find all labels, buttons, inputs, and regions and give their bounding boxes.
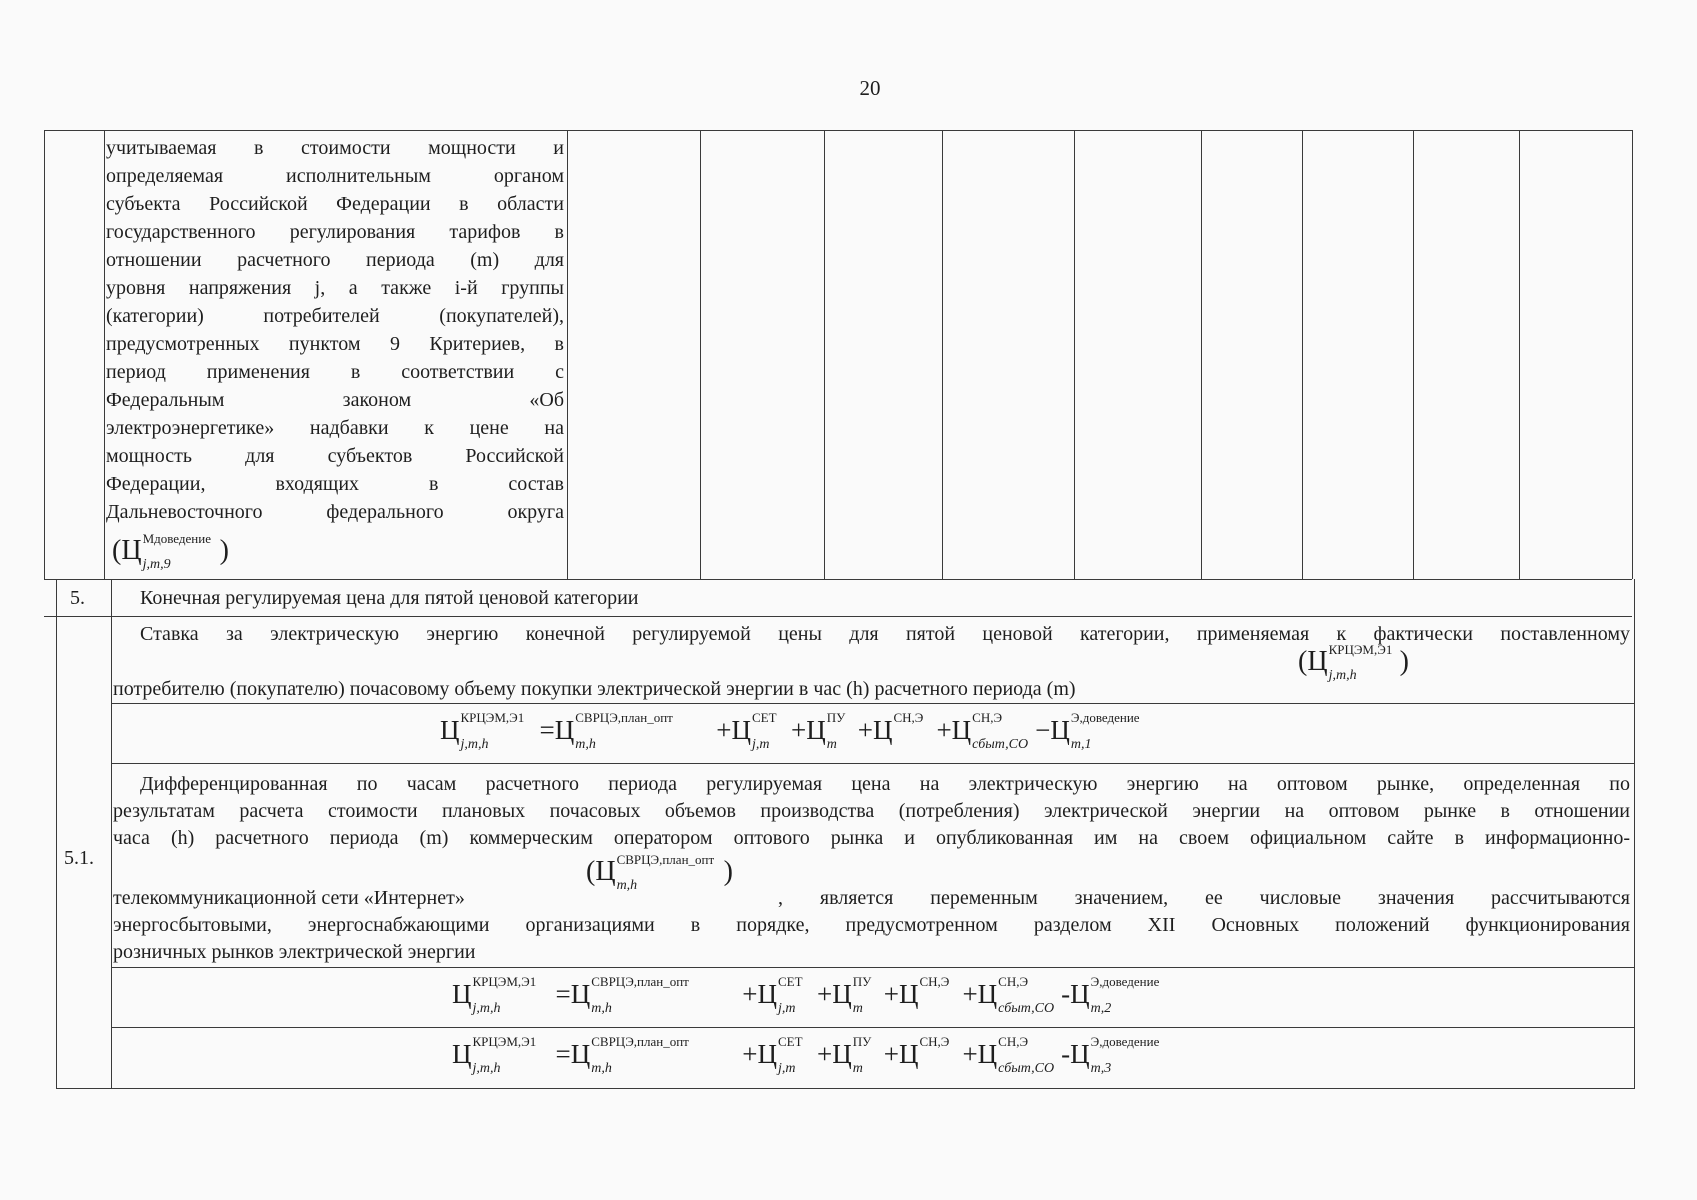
page-number: 20 bbox=[859, 76, 881, 100]
text-line: предусмотренных пунктом 9 Критериев, в bbox=[106, 333, 564, 355]
text-line: мощность для субъектов Российской bbox=[106, 445, 564, 467]
paragraph-line: Ставка за электрическую энергию конечной регулируемой цены для пятой ценовой категории, применяемая к фактически поставленному bbox=[140, 623, 1630, 645]
text-line: (категории) потребителей (покупателей), bbox=[106, 305, 564, 327]
paragraph-line: Дифференцированная по часам расчетного периода регулируемая цена на электрическую энергию на оптовом рынке, определенная по bbox=[140, 773, 1630, 795]
paragraph-line: энергосбытовыми, энергоснабжающими организациями в порядке, предусмотренном разделом XII Основных положений функционирования bbox=[113, 914, 1630, 936]
text-line: Федеральным законом «Об bbox=[106, 389, 564, 411]
inline-symbol: (Ц СВРЦЭ,план_опт m,h ) bbox=[586, 852, 733, 893]
text-line: учитываемая в стоимости мощности и bbox=[106, 137, 564, 159]
formula: Ц КРЦЭМ,Э1 j,m,h =Ц СВРЦЭ,план_опт m,h +Ц СЕТ j,m +Ц ПУ m +Ц СН,Э +Ц СН,Э сбыт,СО −Ц Э,доведение m,1 bbox=[440, 710, 1140, 752]
row-number: 5.1. bbox=[64, 847, 94, 869]
text-line: определяемая исполнительным органом bbox=[106, 165, 564, 187]
text-line: отношении расчетного периода (m) для bbox=[106, 249, 564, 271]
paragraph-line: потребителю (покупателю) почасовому объему покупки электрической энергии в час (h) расчетного периода (m) bbox=[113, 678, 1076, 700]
paragraph-line: часа (h) расчетного периода (m) коммерческим оператором оптового рынка и опубликованная им на своем официальном сайте в информационно- bbox=[113, 827, 1630, 849]
formula: Ц КРЦЭМ,Э1 j,m,h =Ц СВРЦЭ,план_опт m,h +Ц СЕТ j,m +Ц ПУ m +Ц СН,Э +Ц СН,Э сбыт,СО -Ц Э,доведение m,3 bbox=[452, 1034, 1160, 1076]
continuation-cell bbox=[106, 134, 564, 526]
paragraph-line: результатам расчета стоимости плановых почасовых объемов производства (потребления) электрической энергии на оптовом рынке в отношении bbox=[113, 800, 1630, 822]
row-title: Конечная регулируемая цена для пятой ценовой категории bbox=[140, 587, 639, 609]
text-line: уровня напряжения j, а также i-й группы bbox=[106, 277, 564, 299]
text-line: субъекта Российской Федерации в области bbox=[106, 193, 564, 215]
continuation-symbol: (Ц Мдоведение j,m,9 ) bbox=[112, 531, 229, 572]
row-number: 5. bbox=[70, 587, 85, 609]
text-line: Дальневосточного федерального округа bbox=[106, 501, 564, 523]
paragraph-line: телекоммуникационной сети «Интернет» bbox=[113, 887, 465, 909]
text-line: Федерации, входящих в состав bbox=[106, 473, 564, 495]
inline-symbol: (Ц КРЦЭМ,Э1 j,m,h ) bbox=[1298, 642, 1409, 683]
paragraph-line: розничных рынков электрической энергии bbox=[113, 941, 476, 963]
formula: Ц КРЦЭМ,Э1 j,m,h =Ц СВРЦЭ,план_опт m,h +Ц СЕТ j,m +Ц ПУ m +Ц СН,Э +Ц СН,Э сбыт,СО -Ц Э,доведение m,2 bbox=[452, 974, 1160, 1016]
text-line: государственного регулирования тарифов в bbox=[106, 221, 564, 243]
text-line: период применения в соответствии с bbox=[106, 361, 564, 383]
text-line: электроэнергетике» надбавки к цене на bbox=[106, 417, 564, 439]
paragraph-line: , является переменным значением, ее числовые значения рассчитываются bbox=[778, 887, 1630, 909]
